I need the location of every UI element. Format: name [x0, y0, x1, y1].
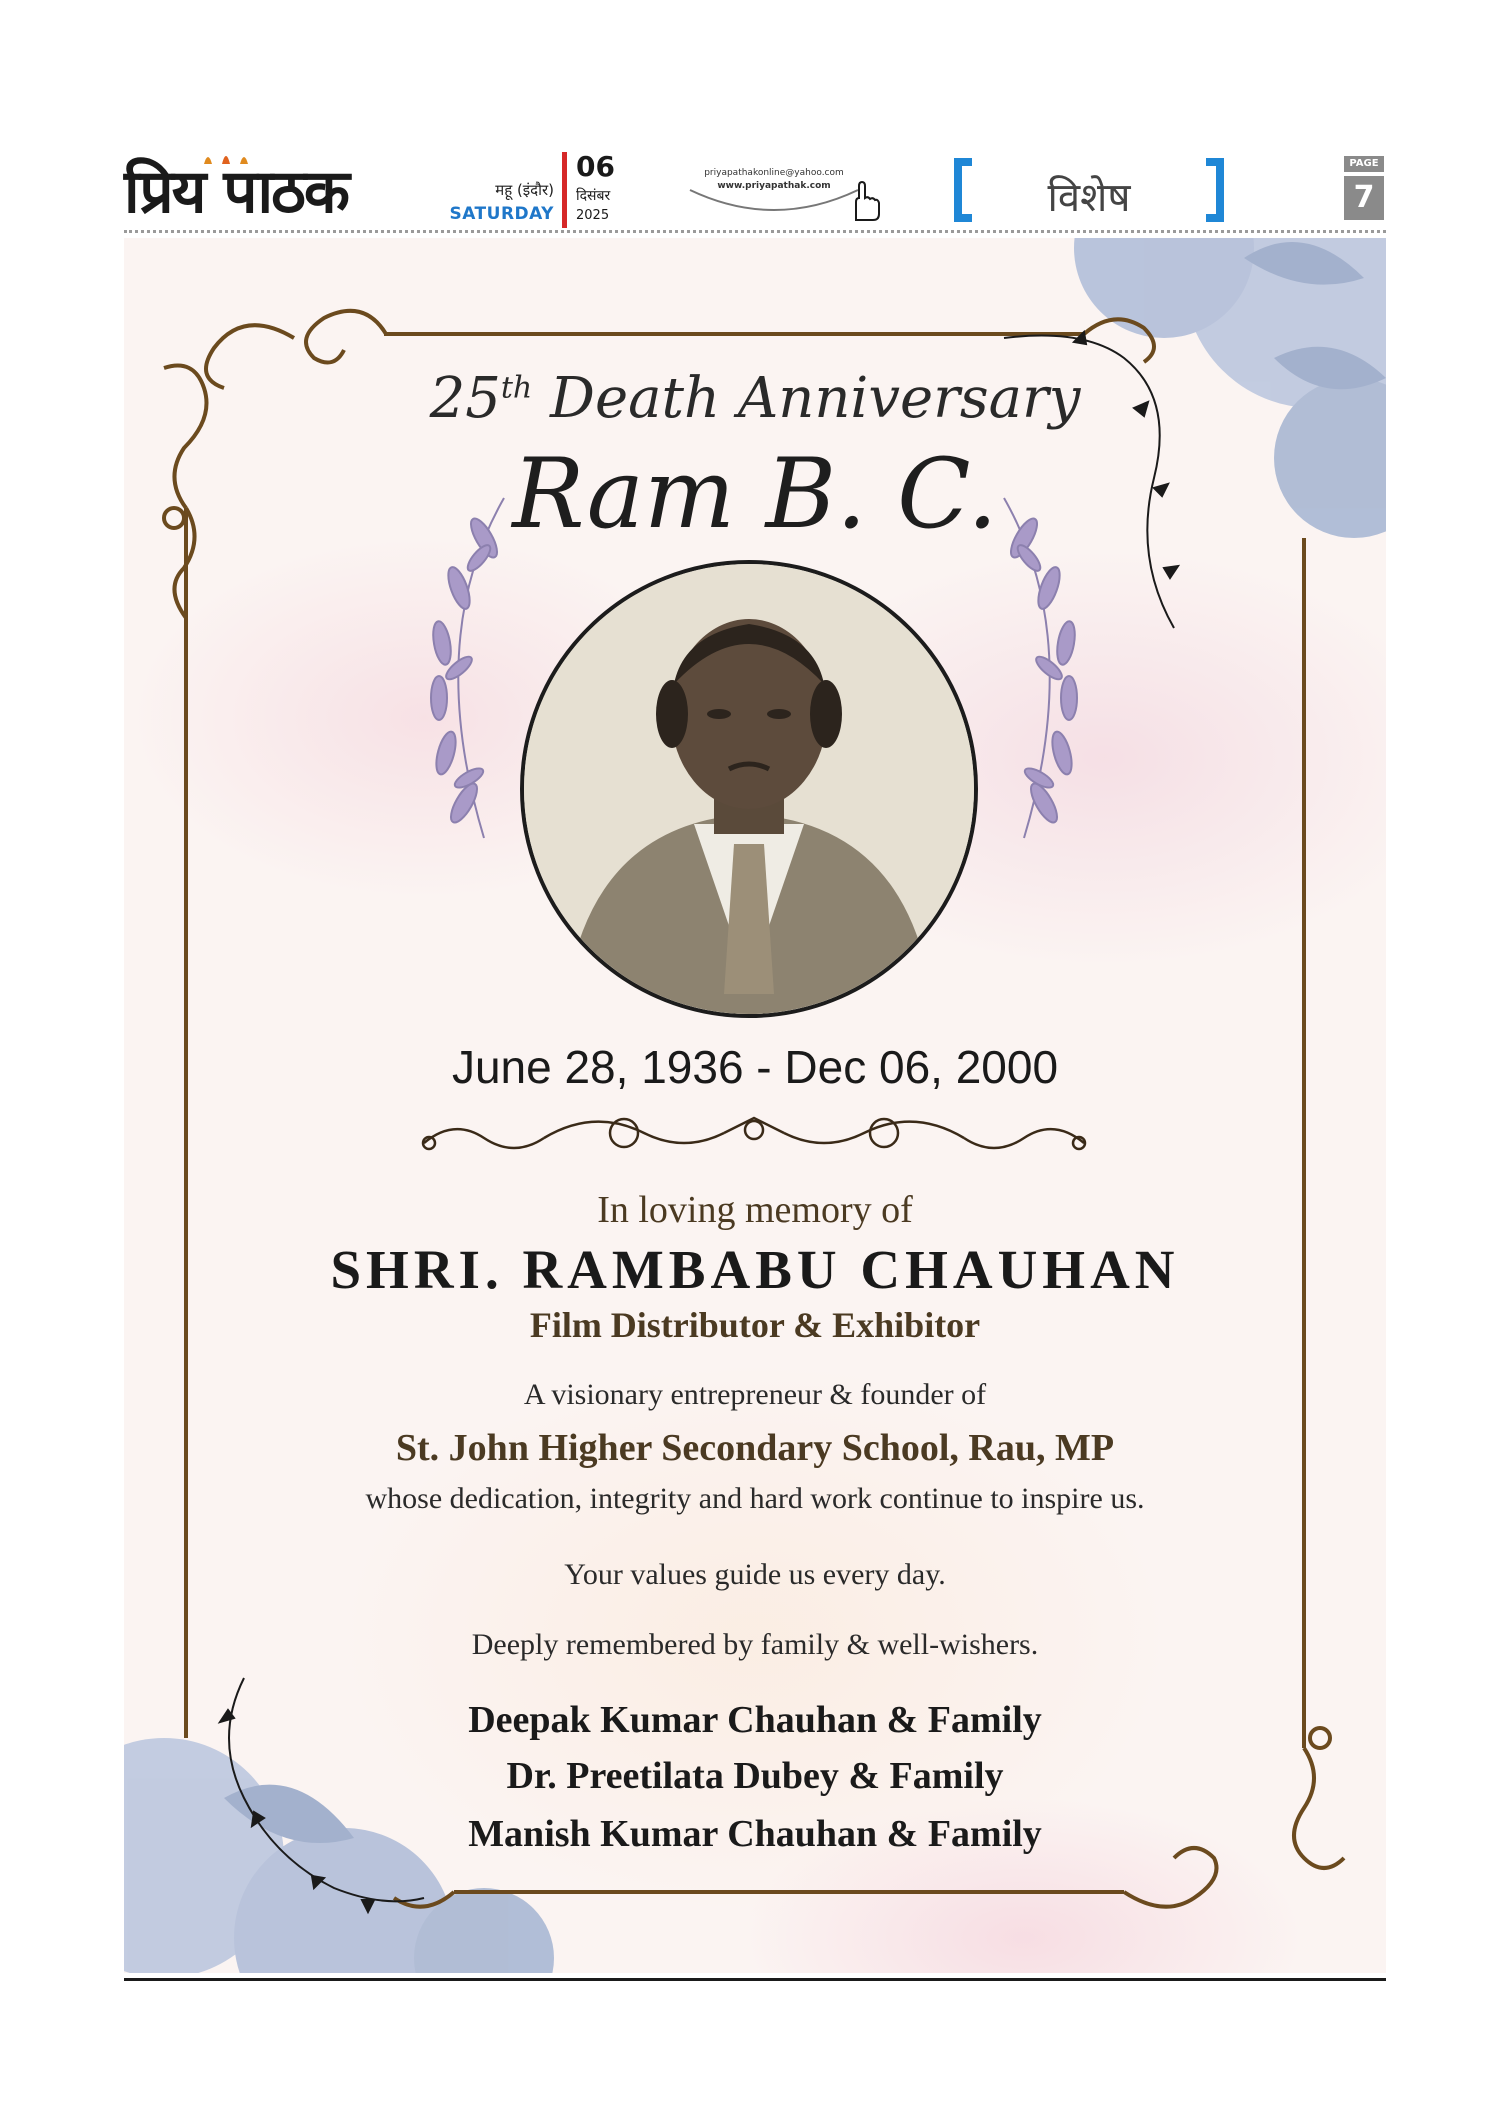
contact-email[interactable]: priyapathakonline@yahoo.com [704, 168, 844, 178]
family-name: Manish Kumar Chauhan & Family [468, 1813, 1042, 1855]
gold-frame [164, 311, 1344, 1907]
deceased-name: SHRI. RAMBABU CHAUHAN [330, 1239, 1180, 1300]
contact-website[interactable]: www.priyapathak.com [717, 181, 831, 191]
remembered-line: Deeply remembered by family & well-wishers. [471, 1628, 1039, 1661]
masthead [124, 150, 1384, 240]
memory-intro: In loving memory of [597, 1189, 913, 1231]
section-title: विशेष [1047, 175, 1131, 221]
right-bracket [1206, 158, 1224, 222]
anniversary-ordinal: 25 [429, 366, 501, 431]
contact-block [684, 168, 864, 218]
date-divider [562, 152, 567, 228]
deceased-role: Film Distributor & Exhibitor [529, 1305, 981, 1345]
memorial-card [124, 238, 1386, 1973]
contact-arc-decoration [684, 168, 864, 218]
date-month: दिसंबर [576, 188, 611, 204]
life-dates: June 28, 1936 - Dec 06, 2000 [451, 1041, 1059, 1093]
newspaper-logo[interactable]: प्रिय पाठक [124, 157, 348, 227]
ornamental-divider [423, 1118, 1085, 1149]
portrait-photo [520, 560, 978, 1018]
footer-rule [124, 1978, 1386, 1981]
description-line-1: A visionary entrepreneur & founder of [523, 1378, 987, 1411]
description-line-2: whose dedication, integrity and hard work continue to inspire us. [365, 1482, 1145, 1515]
portrait-illustration [524, 564, 974, 1014]
weekday: SATURDAY [449, 204, 554, 224]
edition-place: महू (इंदौर) [495, 181, 554, 199]
page-number: 7 [1344, 176, 1384, 220]
page-number-box [1344, 156, 1384, 226]
header-rule [124, 230, 1386, 233]
page-label: PAGE [1344, 156, 1384, 172]
date-day: 06 [576, 150, 615, 183]
anniversary-suffix: th [500, 370, 533, 406]
nickname-title: Ram B. C. [512, 438, 998, 550]
date-year: 2025 [576, 208, 610, 223]
family-name: Dr. Preetilata Dubey & Family [506, 1755, 1004, 1797]
pointing-hand-icon [844, 180, 884, 224]
anniversary-heading [124, 366, 1386, 431]
values-line: Your values guide us every day. [564, 1558, 946, 1591]
school-name: St. John Higher Secondary School, Rau, MP [395, 1427, 1115, 1469]
section-heading [954, 158, 1224, 228]
family-name: Deepak Kumar Chauhan & Family [468, 1699, 1042, 1741]
anniversary-text: Death Anniversary [550, 366, 1081, 431]
